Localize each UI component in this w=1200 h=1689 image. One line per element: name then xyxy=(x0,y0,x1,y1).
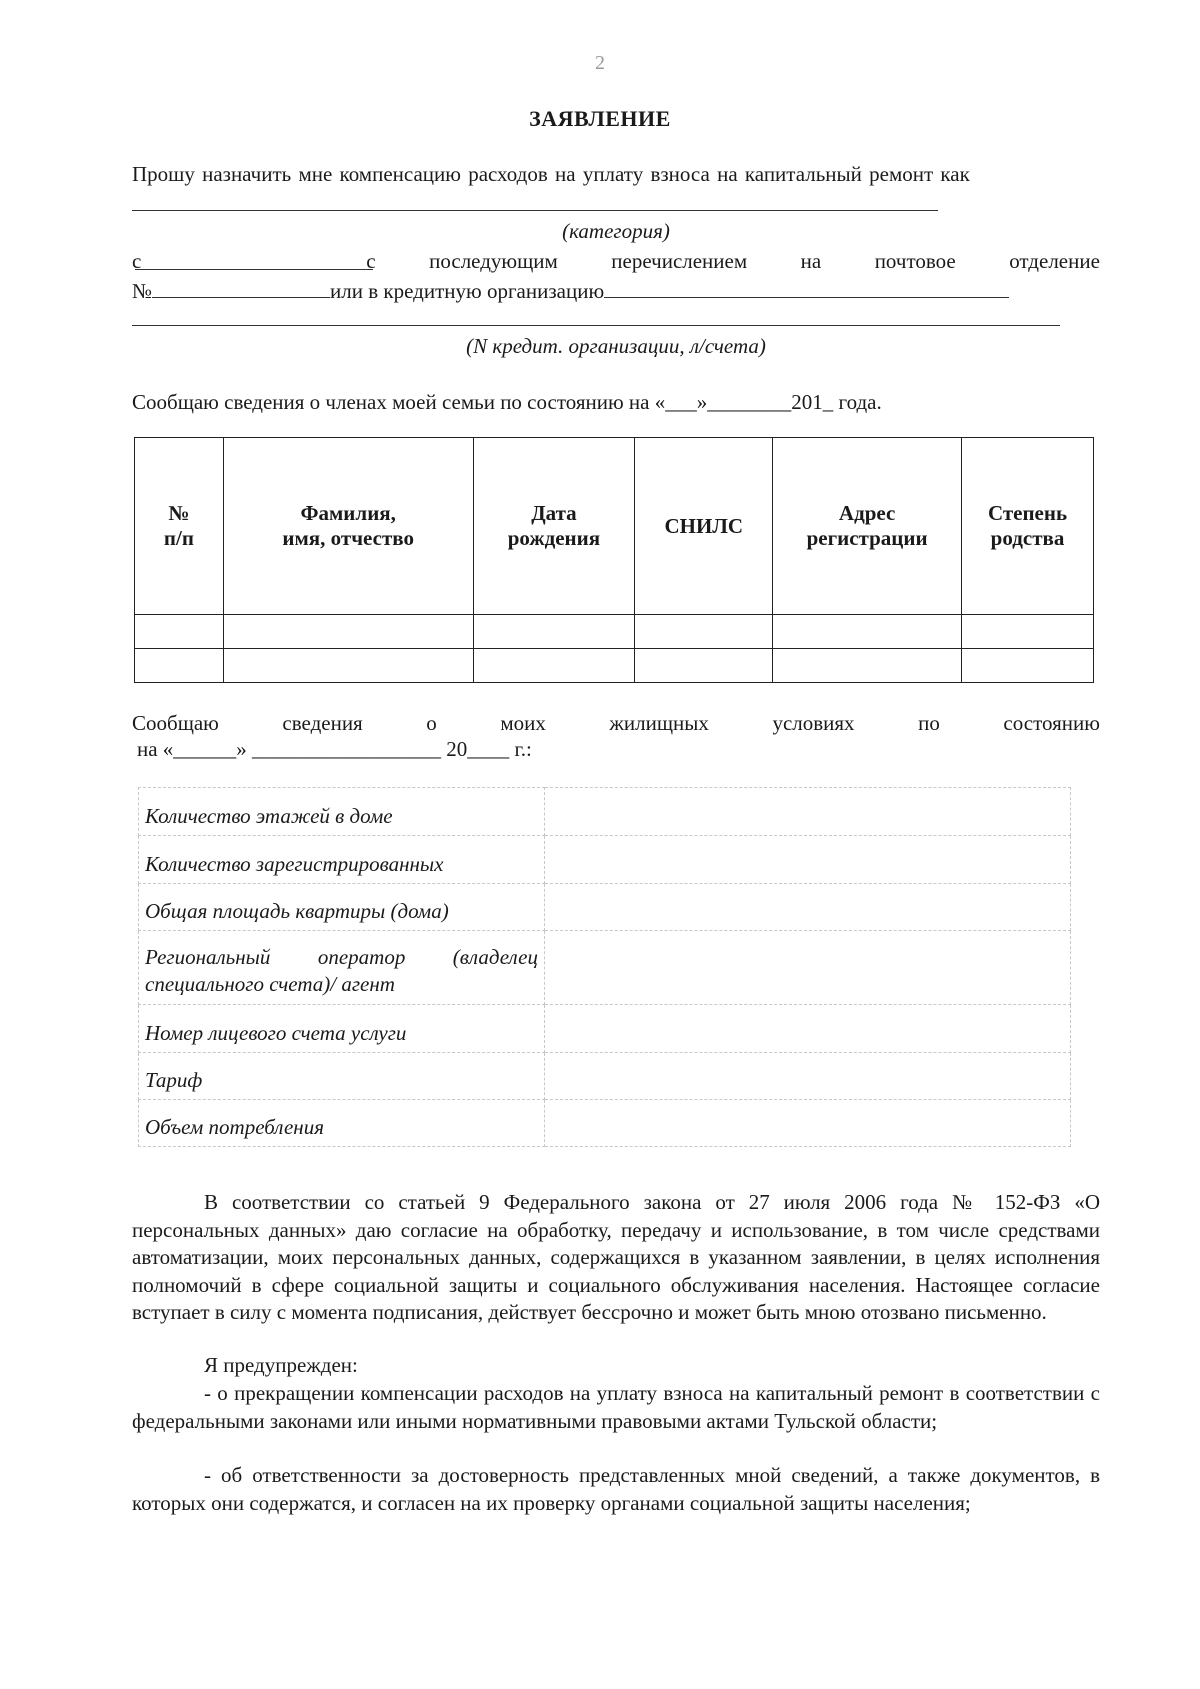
cell[interactable] xyxy=(135,615,224,649)
table-row xyxy=(135,615,1094,649)
row-label: Количество зарегистрированных xyxy=(139,836,545,884)
row-value[interactable] xyxy=(545,884,1071,931)
table-header-row xyxy=(135,438,1094,615)
col-number: № п/п xyxy=(135,438,224,615)
table-row xyxy=(139,884,1071,931)
category-field[interactable] xyxy=(132,210,938,211)
request-line-1 xyxy=(132,162,1100,187)
table-row xyxy=(139,836,1071,884)
credit-org-field[interactable] xyxy=(604,277,1009,298)
cell[interactable] xyxy=(473,649,635,683)
row-value[interactable] xyxy=(545,1100,1071,1147)
request-text: Прошу назначить мне компенсацию расходов на уплату взноса на капитальный ремонт как xyxy=(132,162,970,186)
warning-item-2: - об ответственности за достоверность представленных мной сведений, а также документов, в которых они содержатся, и согласен на их проверку органами социальной защиты населения; xyxy=(132,1463,1100,1515)
account-field[interactable] xyxy=(132,325,1060,326)
housing-intro-line-1: Сообщаю сведения о моих жилищных условиях по состоянию xyxy=(132,711,1100,735)
table-row xyxy=(139,931,1071,1005)
row-value[interactable] xyxy=(545,788,1071,836)
from-date-field[interactable] xyxy=(135,249,373,270)
housing-conditions-table xyxy=(138,787,1071,1147)
col-birth-date: Дата рождения xyxy=(473,438,635,615)
post-office-field[interactable] xyxy=(152,277,330,298)
row-label: Общая площадь квартиры (дома) xyxy=(139,884,545,931)
family-intro: Сообщаю сведения о членах моей семьи по состоянию на «___»________201_ года. xyxy=(132,390,882,414)
cell[interactable] xyxy=(223,615,473,649)
table-row xyxy=(139,1053,1071,1100)
request-line-2: с с последующим перечислением на почтовое отделение xyxy=(132,249,1100,273)
col-relation: Степень родства xyxy=(962,438,1094,615)
row-label: Номер лицевого счета услуги xyxy=(139,1005,545,1053)
cell[interactable] xyxy=(473,615,635,649)
table-row xyxy=(135,649,1094,683)
cell[interactable] xyxy=(773,615,962,649)
row-value[interactable] xyxy=(545,931,1071,1005)
row-value[interactable] xyxy=(545,1053,1071,1100)
table-row xyxy=(139,788,1071,836)
table-row xyxy=(139,1100,1071,1147)
cell[interactable] xyxy=(223,649,473,683)
row-value[interactable] xyxy=(545,1005,1071,1053)
consent-paragraph: В соответствии со статьей 9 Федерального закона от 27 июля 2006 года № 152-ФЗ «О персональных данных» даю согласие на обработку, передачу и использование, в том числе средствами автоматизации, моих персональных данных, содержащихся в указанном заявлении, в целях исполнения полномочий в сфере социальной защиты и социального обслуживания населения. Настоящее согласие вступает в силу с момента подписания, действует бессрочно и может быть мною отозвано письменно. xyxy=(132,1190,1100,1324)
document-title: ЗАЯВЛЕНИЕ xyxy=(529,106,671,131)
row-label: Региональный оператор (владелец специального счета)/ агент xyxy=(139,931,545,1005)
page-number: 2 xyxy=(595,52,605,74)
cell[interactable] xyxy=(635,649,773,683)
cell[interactable] xyxy=(962,649,1094,683)
row-label: Количество этажей в доме xyxy=(139,788,545,836)
col-full-name: Фамилия, имя, отчество xyxy=(223,438,473,615)
bank-caption: (N кредит. организации, л/счета) xyxy=(466,334,766,358)
category-caption: (категория) xyxy=(562,219,670,243)
request-line-3: № или в кредитную организацию xyxy=(132,277,1100,304)
col-snils: СНИЛС xyxy=(635,438,773,615)
cell[interactable] xyxy=(635,615,773,649)
table-row xyxy=(139,1005,1071,1053)
row-label: Тариф xyxy=(139,1053,545,1100)
cell[interactable] xyxy=(962,615,1094,649)
family-members-table xyxy=(134,437,1094,683)
cell[interactable] xyxy=(135,649,224,683)
cell[interactable] xyxy=(773,649,962,683)
col-address: Адрес регистрации xyxy=(773,438,962,615)
row-label: Объем потребления xyxy=(139,1100,545,1147)
warning-item-1: - о прекращении компенсации расходов на уплату взноса на капитальный ремонт в соответствии с федеральными законами или иными нормативными правовыми актами Тульской области; xyxy=(132,1381,1100,1433)
housing-intro-date[interactable]: на «______» __________________ 20____ г.: xyxy=(137,737,532,761)
warned-heading: Я предупрежден: xyxy=(204,1353,358,1377)
row-value[interactable] xyxy=(545,836,1071,884)
